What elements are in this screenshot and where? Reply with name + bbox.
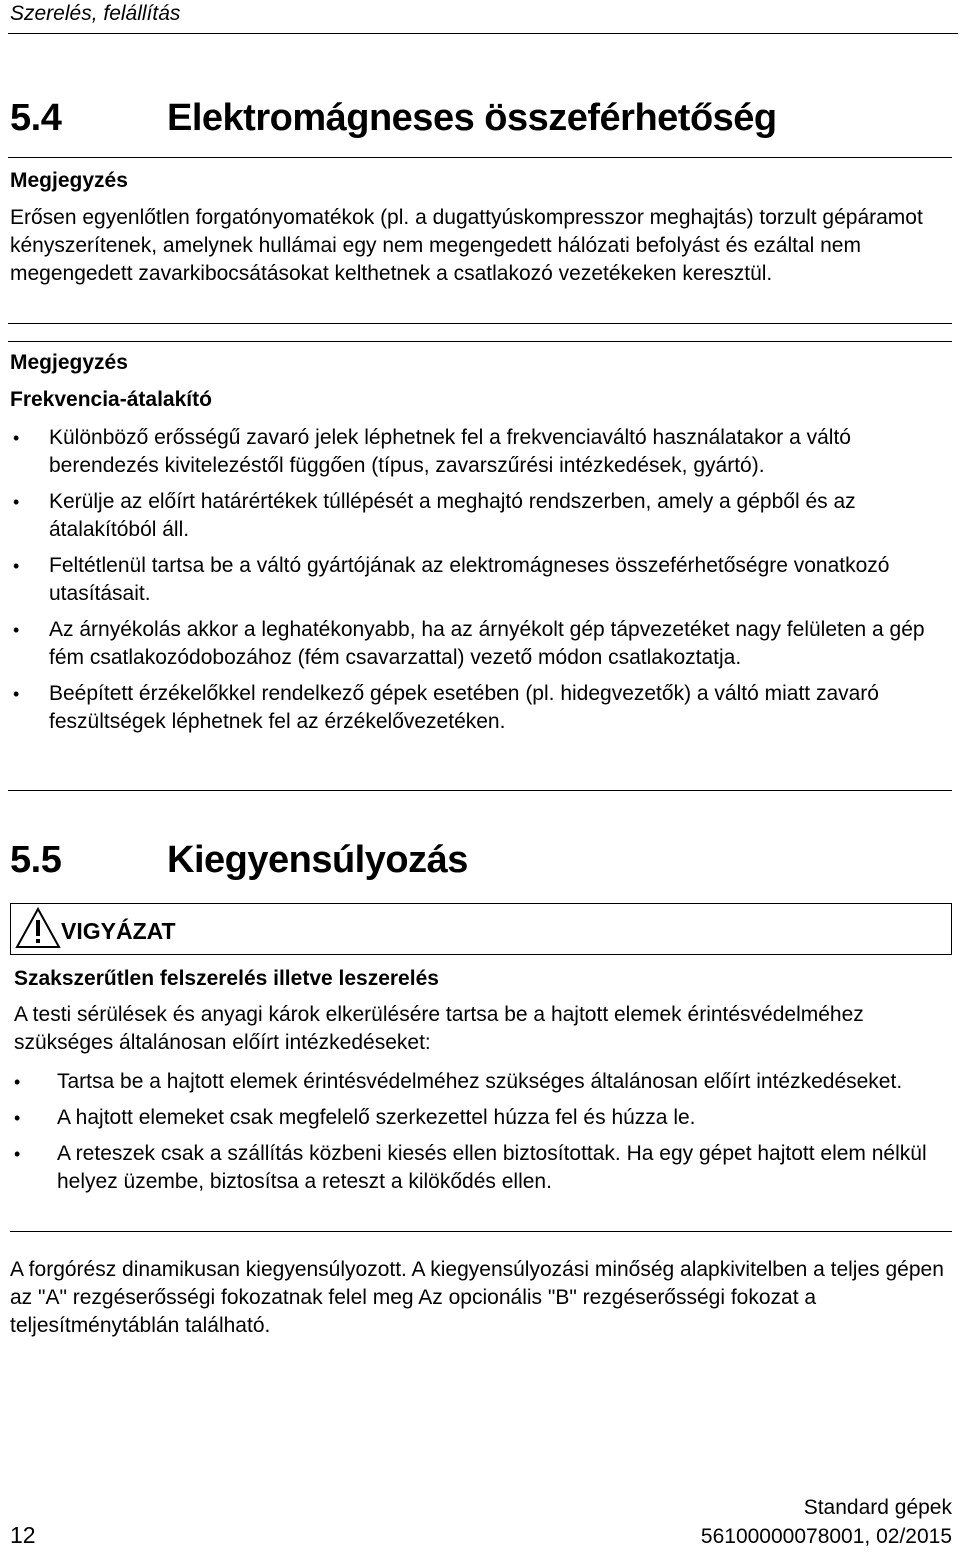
bullet-icon: •	[13, 620, 20, 640]
bullet-icon: •	[13, 684, 20, 704]
list-item	[14, 1140, 944, 1196]
note1-title: Megjegyzés	[10, 169, 128, 192]
list-item-text: A hajtott elemeket csak megfelelő szerkezettel húzza fel és húzza le.	[57, 1106, 696, 1129]
warning-bullet-list	[14, 1068, 944, 1204]
bullet-icon: •	[13, 556, 20, 576]
page-number: 12	[10, 1522, 36, 1548]
list-item	[10, 424, 950, 480]
running-header: Szerelés, felállítás	[10, 2, 181, 25]
list-item	[10, 616, 950, 672]
note2-title: Megjegyzés	[10, 351, 128, 374]
list-item	[14, 1068, 944, 1096]
section-title-5-5: Kiegyensúlyozás	[167, 839, 468, 881]
list-item	[10, 488, 950, 544]
section-number-5-5: 5.5	[10, 839, 62, 881]
list-item-text: Különböző erősségű zavaró jelek léphetnek fel a frekvenciaváltó használatakor a váltó berendezés kivitelezéstől függően (típus, zavarszűrési intézkedések, gyártó).	[49, 426, 851, 477]
warning-bottom-rule	[10, 1231, 952, 1232]
list-item-text: Kerülje az előírt határértékek túllépését a meghajtó rendszerben, amely a gépből és az átalakítóból áll.	[49, 490, 856, 541]
note1-bottom-rule	[8, 323, 952, 324]
bullet-icon: •	[14, 1108, 21, 1128]
warning-title: Szakszerűtlen felszerelés illetve leszerelés	[14, 967, 439, 990]
bullet-icon: •	[13, 428, 20, 448]
note1-top-rule	[8, 157, 952, 158]
bullet-icon: •	[14, 1072, 21, 1092]
bullet-icon: •	[14, 1144, 21, 1164]
header-rule	[8, 33, 958, 34]
footer-doc-number: 56100000078001, 02/2015	[700, 1525, 952, 1548]
note2-bullet-list	[10, 424, 950, 744]
note2-subtitle: Frekvencia-átalakító	[10, 388, 212, 411]
warning-text: A testi sérülések és anyagi károk elkerülésére tartsa be a hajtott elemek érintésvédelméhez szükséges általánosan előírt intézkedéseket:	[14, 1003, 864, 1054]
bullet-icon: •	[13, 492, 20, 512]
list-item-text: Az árnyékolás akkor a leghatékonyabb, ha az árnyékolt gép tápvezetéket nagy felületen a gép fém csatlakozódobozához (fém csavarzattal) vezető módon csatlakoztatja.	[49, 618, 925, 669]
list-item	[10, 680, 950, 736]
list-item-text: Feltétlenül tartsa be a váltó gyártójának az elektromágneses összeférhetőségre vonatkozó utasításait.	[49, 554, 890, 605]
list-item-text: Tartsa be a hajtott elemek érintésvédelméhez szükséges általánosan előírt intézkedéseket.	[57, 1070, 903, 1093]
note2-bottom-rule	[8, 790, 952, 791]
list-item-text: Beépített érzékelőkkel rendelkező gépek esetében (pl. hidegvezetők) a váltó miatt zavaró feszültségek léphetnek fel az érzékelővezetéken.	[49, 682, 879, 733]
list-item	[14, 1104, 944, 1132]
list-item	[10, 552, 950, 608]
warning-label: VIGYÁZAT	[61, 918, 176, 944]
footer-doc-title: Standard gépek	[803, 1496, 952, 1519]
note1-text: Erősen egyenlőtlen forgatónyomatékok (pl. a dugattyúskompresszor meghajtás) torzult gépáramot kényszerítenek, amelynek hullámai egy nem megengedett hálózati befolyást és ezáltal nem megengedett zavarkibocsátásokat kelthetnek a csatlakozó vezetékeken keresztül.	[10, 206, 923, 285]
section-number-5-4: 5.4	[10, 97, 62, 139]
list-item-text: A reteszek csak a szállítás közbeni kiesés ellen biztosítottak. Ha egy gépet hajtott elem nélkül helyez üzembe, biztosítsa a reteszt a kilökődés ellen.	[57, 1142, 927, 1193]
warning-triangle-icon	[15, 906, 61, 950]
section-title-5-4: Elektromágneses összeférhetőség	[167, 97, 777, 139]
warning-box	[10, 903, 952, 955]
note2-top-rule	[8, 341, 952, 342]
balancing-paragraph: A forgórész dinamikusan kiegyensúlyozott. A kiegyensúlyozási minőség alapkivitelben a teljes gépen az "A" rezgéserősségi fokozatnak felel meg Az opcionális "B" rezgéserősségi fokozat a teljesítménytáblán található.	[10, 1258, 944, 1337]
